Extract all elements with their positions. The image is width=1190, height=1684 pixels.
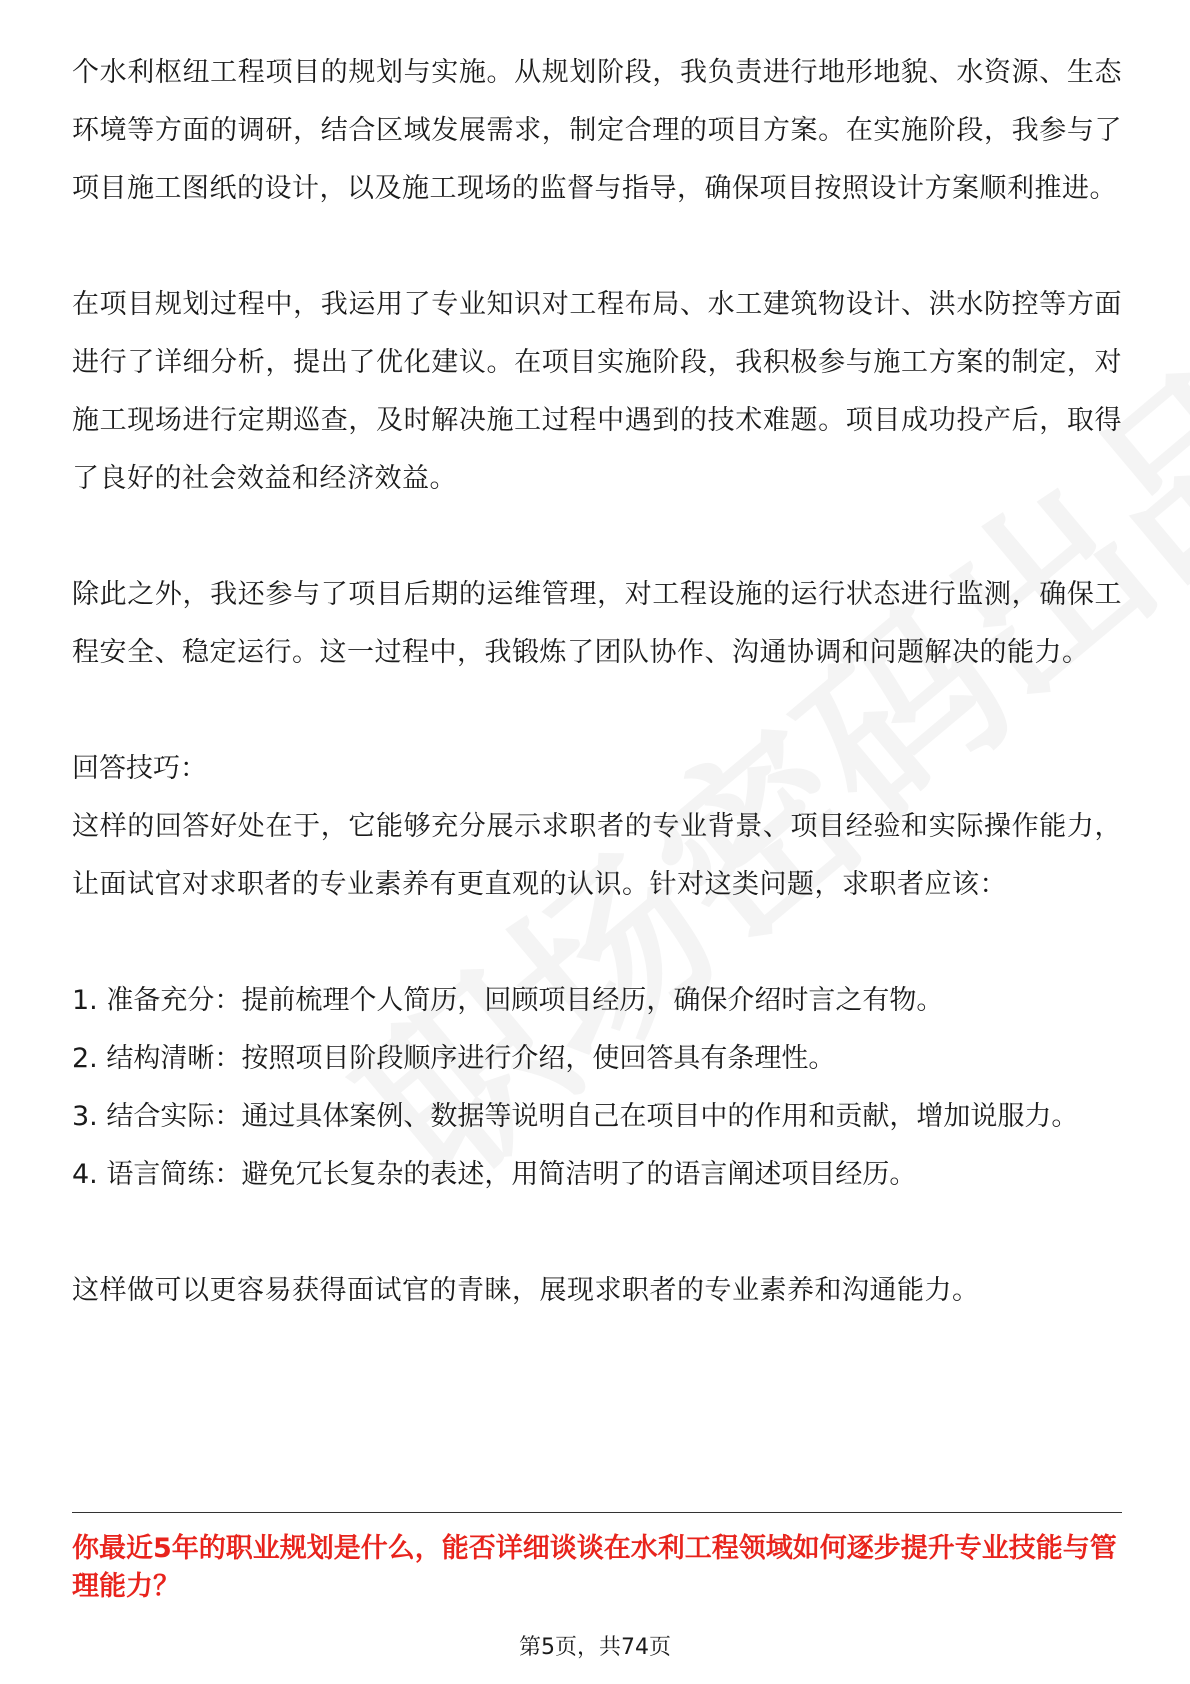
- page-number: 第5页，共74页: [519, 1635, 671, 1660]
- paragraph-gap: [72, 914, 1122, 972]
- section-divider: [72, 1512, 1122, 1513]
- tips-intro: 这样的回答好处在于，它能够充分展示求职者的专业背景、项目经验和实际操作能力，让面试官对求职者的专业素养有更直观的认识。针对这类问题，求职者应该：: [72, 811, 1122, 900]
- answer-body: [72, 44, 1122, 1320]
- next-question-heading: 你最近5年的职业规划是什么，能否详细谈谈在水利工程领域如何逐步提升专业技能与管理能力？: [72, 1533, 1117, 1602]
- tips-label: 回答技巧：: [72, 753, 207, 784]
- tips-list-item: 4. 语言简练：避免冗长复杂的表述，用简洁明了的语言阐述项目经历。: [72, 1159, 917, 1190]
- paragraph-gap: [72, 508, 1122, 566]
- paragraph-project-overview: 个水利枢纽工程项目的规划与实施。从规划阶段，我负责进行地形地貌、水资源、生态环境等方面的调研，结合区域发展需求，制定合理的项目方案。在实施阶段，我参与了项目施工图纸的设计，以及施工现场的监督与指导，确保项目按照设计方案顺利推进。: [72, 57, 1122, 204]
- closing-paragraph: 这样做可以更容易获得面试官的青睐，展现求职者的专业素养和沟通能力。: [72, 1275, 980, 1306]
- tips-list-item: 2. 结构清晰：按照项目阶段顺序进行介绍，使回答具有条理性。: [72, 1043, 836, 1074]
- paragraph-gap: [72, 1204, 1122, 1262]
- paragraph-operations: 除此之外，我还参与了项目后期的运维管理，对工程设施的运行状态进行监测，确保工程安全、稳定运行。这一过程中，我锻炼了团队协作、沟通协调和问题解决的能力。: [72, 579, 1122, 668]
- paragraph-gap: [72, 682, 1122, 740]
- tips-list-item: 3. 结合实际：通过具体案例、数据等说明自己在项目中的作用和贡献，增加说服力。: [72, 1101, 1079, 1132]
- paragraph-planning-process: 在项目规划过程中，我运用了专业知识对工程布局、水工建筑物设计、洪水防控等方面进行了详细分析，提出了优化建议。在项目实施阶段，我积极参与施工方案的制定，对施工现场进行定期巡查，及时解决施工过程中遇到的技术难题。项目成功投产后，取得了良好的社会效益和经济效益。: [72, 289, 1122, 494]
- tips-list-item: 1. 准备充分：提前梳理个人简历，回顾项目经历，确保介绍时言之有物。: [72, 985, 944, 1016]
- paragraph-gap: [72, 218, 1122, 276]
